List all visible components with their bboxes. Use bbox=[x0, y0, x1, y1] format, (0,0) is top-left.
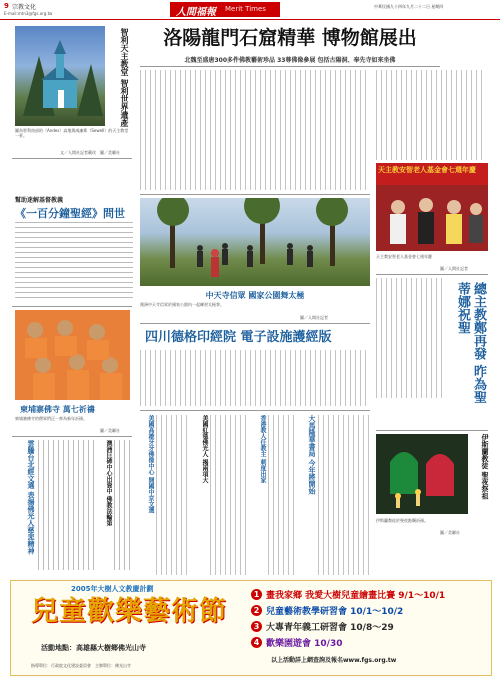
church-headline: 智利天主教堂 智利世界遺產 bbox=[120, 28, 130, 127]
ad-item bbox=[251, 619, 394, 633]
press-headline: 四川德格印經院 電子設施護經版 bbox=[145, 330, 332, 345]
monks-illustration bbox=[15, 310, 130, 400]
small-story-headline: 美國紅毯佛光人 揭兩項大 bbox=[201, 415, 208, 484]
church-caption: 圖為智利南部的（Andes）高地與威廉斯（Sewell）的天主教堂一景。 bbox=[15, 128, 129, 138]
monks-credit: 圖／美聯社 bbox=[100, 428, 120, 433]
divider bbox=[12, 436, 132, 437]
festival-headline: 伊斯蘭教徒 聖夜祭祖 bbox=[481, 434, 490, 500]
small-story-body bbox=[210, 415, 248, 575]
divider bbox=[140, 66, 440, 67]
festival-ad bbox=[10, 580, 492, 676]
divider bbox=[376, 430, 488, 431]
sept-body bbox=[376, 278, 446, 398]
press-body bbox=[140, 350, 370, 406]
monks-caption: 柬埔寨佛寺的僧眾們正一齊為新年祈禱。 bbox=[15, 416, 87, 421]
sept-headline: 總主教鄭再發 昨為聖蒂娜祝聖 bbox=[455, 282, 486, 404]
masthead-brand: 人間福報 bbox=[176, 7, 216, 18]
main-body-continued bbox=[376, 70, 486, 160]
small-story-body bbox=[38, 440, 94, 570]
festival-credit: 圖／美聯社 bbox=[440, 530, 460, 535]
ad-title: 兒童歡樂藝術節 bbox=[31, 596, 227, 627]
issue-date: 中華民國九十四年九月二十二日 星期四 bbox=[374, 4, 444, 9]
church-illustration bbox=[15, 26, 105, 126]
park-photo bbox=[140, 198, 370, 286]
festival-illustration bbox=[376, 434, 468, 514]
ad-item-number: 2 bbox=[251, 605, 262, 616]
ad-item bbox=[251, 587, 445, 601]
church-credit: 文／人間社記者戴玫 圖／美聯社 bbox=[60, 150, 120, 155]
divider bbox=[140, 410, 370, 411]
divider bbox=[12, 306, 132, 307]
ad-item-text: 兒童藝術教學研習會 10/1～10/2 bbox=[266, 606, 404, 617]
small-story-headline: 美國高雄牙牙佛像中心 開國中京文選 bbox=[147, 415, 154, 514]
park-headline: 中天寺信眾 國家公園舞太極 bbox=[205, 290, 305, 300]
park-caption: 澳洲中天寺信眾於國家公園內一起練習太極拳。 bbox=[140, 302, 224, 307]
ad-website[interactable]: 以上活動詳上網查詢及報名www.fgs.org.tw bbox=[271, 657, 397, 664]
divider bbox=[140, 323, 370, 324]
main-headline: 洛陽龍門石窟精華 博物館展出 bbox=[163, 27, 417, 49]
page-number: 9 bbox=[4, 2, 9, 10]
park-credit: 圖／人間社記者 bbox=[300, 315, 328, 320]
foundation-caption: 天主教安智老人基金會七週年慶 bbox=[376, 254, 432, 259]
festival-caption: 伊斯蘭教徒於聖夜點燭祈禱。 bbox=[376, 518, 428, 523]
monks-headline: 柬埔寨佛寺 萬七祈禱 bbox=[20, 404, 95, 414]
small-story-headline: 香港教人任教主 刺度出家 bbox=[259, 415, 266, 484]
small-story-body bbox=[268, 415, 298, 575]
ad-item-number: 3 bbox=[251, 621, 262, 632]
divider bbox=[140, 194, 370, 195]
ad-item-text: 畫我家鄉 我愛大樹兒童繪畫比賽 9/1～10/1 bbox=[266, 590, 446, 601]
ad-organizer: 活動地點：高雄縣大樹鄉佛光山寺 bbox=[41, 644, 146, 652]
ad-item bbox=[251, 635, 342, 649]
church-photo bbox=[15, 26, 105, 126]
section-email: E-mail:mtn3@fgs.org.tw bbox=[4, 11, 53, 16]
section-label: 宗教文化 bbox=[12, 4, 37, 11]
foundation-illustration bbox=[376, 163, 488, 251]
ad-item-text: 大專青年義工研習會 10/8～29 bbox=[266, 622, 394, 633]
park-illustration bbox=[140, 198, 370, 286]
main-subhead: 北魏至盛唐300多件佛教藝術珍品 33尊佛像參展 包括古陽洞、奉先寺如來坐佛 bbox=[184, 57, 396, 64]
ad-top-banner: 2005年大樹人文教慶計劃 bbox=[71, 585, 154, 593]
ad-hosts: 指導單位：行政院文化建設委員會 主辦單位：佛光山寺 bbox=[31, 663, 131, 668]
masthead-brand-en: Merit Times bbox=[225, 5, 266, 13]
main-body bbox=[140, 70, 370, 190]
small-story-body bbox=[114, 440, 134, 570]
divider bbox=[12, 158, 132, 159]
small-story-body bbox=[318, 415, 370, 575]
foundation-photo bbox=[376, 163, 488, 251]
small-story-headline: 大馬隆華書局 今年將開始 bbox=[308, 415, 317, 495]
page-header bbox=[0, 0, 500, 20]
ad-item-number: 4 bbox=[251, 637, 262, 648]
monks-photo bbox=[15, 310, 130, 400]
ad-item bbox=[251, 603, 403, 617]
small-story-body bbox=[156, 415, 190, 575]
divider bbox=[376, 274, 488, 275]
book-body bbox=[15, 222, 133, 302]
ad-item-text: 歡樂園遊會 10/30 bbox=[266, 638, 343, 649]
ad-item-number: 1 bbox=[251, 589, 262, 600]
book-kicker: 幫助迷解基督教義 bbox=[15, 197, 64, 204]
small-story-headline: 澳洲巨碑中心出資中 佛教法輪第 bbox=[105, 440, 112, 527]
foundation-headline: 天主教安智老人基金會七週年慶 bbox=[378, 165, 476, 174]
foundation-credit: 圖／人間社記者 bbox=[440, 266, 468, 271]
small-story-headline: 雲騰台北經文選 表揚佛光人慈悲精神 bbox=[27, 440, 36, 555]
festival-photo bbox=[376, 434, 468, 514]
book-headline: 《一百分鐘聖經》問世 bbox=[15, 207, 125, 220]
